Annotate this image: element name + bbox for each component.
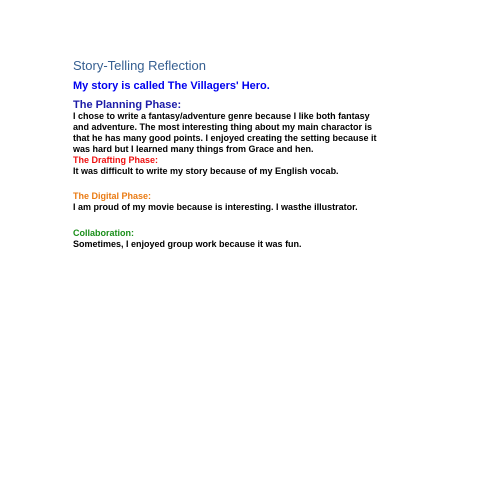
page-title: Story-Telling Reflection [73,58,206,73]
collaboration-text [73,239,433,250]
planning-line: and adventure. The most interesting thing about my main charactor is [73,122,373,132]
drafting-phase-text [73,166,433,177]
drafting-line: It was difficult to write my story because of my English vocab. [73,166,339,176]
planning-line: was hard but I learned many things from Grace and hen. [73,144,314,154]
collaboration-heading: Collaboration: [73,228,134,238]
digital-line: I am proud of my movie because is interesting. I wasthe illustrator. [73,202,358,212]
drafting-phase-heading: The Drafting Phase: [73,155,159,165]
planning-phase-section [73,99,433,155]
digital-phase-text [73,202,433,213]
planning-phase-heading: The Planning Phase: [73,99,182,111]
planning-phase-text [73,111,433,155]
story-name-line: My story is called The Villagers' Hero. [73,80,270,92]
digital-phase-section [73,191,433,213]
collaboration-line: Sometimes, I enjoyed group work because it was fun. [73,239,302,249]
drafting-phase-section [73,155,433,177]
planning-line: I chose to write a fantasy/adventure genre because I like both fantasy [73,111,370,121]
digital-phase-heading: The Digital Phase: [73,191,152,201]
collaboration-section [73,228,433,250]
planning-line: that he has many good points. I enjoyed creating the setting because it [73,133,377,143]
